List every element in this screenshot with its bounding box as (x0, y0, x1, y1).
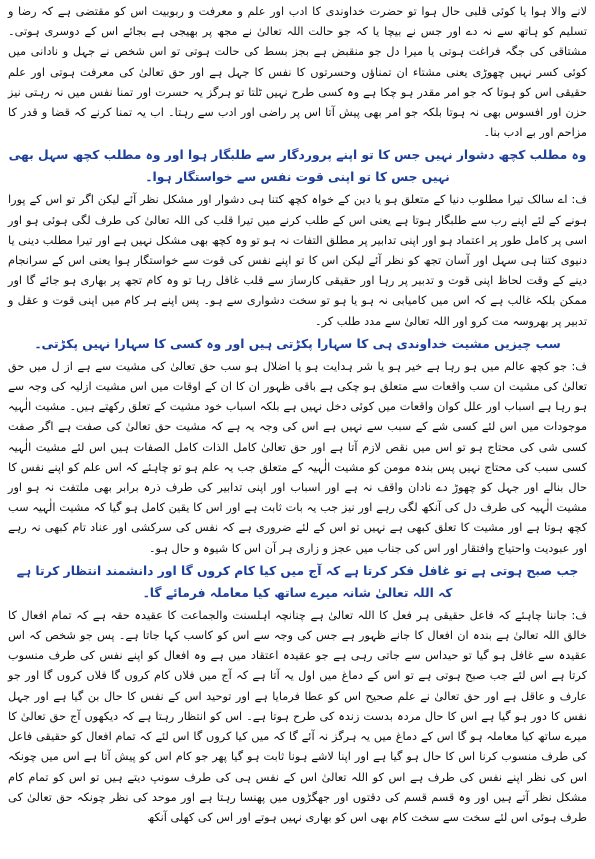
section-heading-3: جب صبح ہوتی ہے تو غافل فکر کرتا ہے کہ آج میں کیا کام کروں گا اور دانشمند انتظار کرتا ہے کہ اللہ تعالیٰ شانہ میرے ساتھ کیا معاملہ فرمائے گا۔ (16, 563, 579, 600)
section-heading-1: وہ مطلب کچھ دشوار نہیں جس کا تو اپنے پروردگار سے طلبگار ہوا اور وہ مطلب کچھ سہل بھی نہیں جس کا تو اپنی قوت نفس سے خواستگار ہوا۔ (8, 148, 587, 185)
paragraph-2: ف: اے سالک تیرا مطلوب دنیا کے متعلق ہو یا دین کے خواہ کچھ کتنا ہی دشوار اور مشکل نظر آئے لیکن اگر تو اس کے پورا ہونے کے لئے اپنے رب سے طلبگار ہوتا ہے یعنی اس کے طلب کرنے میں تیرا قلب کی اللہ تعالیٰ کی طرف لگی ہوئی ہو اور اسی پر کامل طور پر اعتماد ہو اور اپنی تدابیر پر مطلق التفات نہ ہو تو وہ کچھ بھی مشکل نہیں ہے اور تیرا مطلب دینی یا دنیوی کتنا ہی سہل اور آسان تجھ کو نظر آئے لیکن اس کا تو اپنے نفس کی قوت سے خواستگار ہوا یعنی اس کے سرانجام دینے کے وقت لحاظ اپنی قوت و تدبیر پر رہا اور حقیقی کارساز سے قلب غافل رہا تو وہ کام تجھ پر بھاری ہو جائے گا اور ممکن بلکہ غالب ہے کہ اس میں کامیابی نہ ہو یا ہو تو سخت دشواری سے ہو۔ پس اپنے ہر کام میں اپنی قوت و عقل و تدبیر پر بھروسہ مت کرو اور اللہ تعالیٰ سے مدد طلب کر۔ (8, 193, 587, 328)
paragraph-1: لانے والا ہوا یا کوئی قلبی حال ہوا تو حضرت خداوندی کا ادب اور علم و معرفت و ربوبیت اس کو مقتضی ہے کہ رضا و تسلیم کو ہاتھ سے نہ دے اور جس نے بیچا یا کہ جو حالت اللہ تعالیٰ نے مجھ پر بھیجی ہے بجائے اس کے دوسری ہوتی۔ مشتاقی کی جگہ فراغت ہوتی یا میرا دل جو منقبض ہے بجز بسط کی حالت ہوتی تو اس شخص نے جہل و نادانی میں کوئی کسر نہیں چھوڑی یعنی مشتاء ان تمناؤں وحسرتوں کا نفس کا جہل ہے اور حق تعالیٰ کی معرفت ہوتی اور علم حقیقی اس کو ہوتا کہ جو امر مقدر ہو چکا ہے وہ کسی طرح نہیں ٹلتا تو ہرگز یہ حسرت اور تمنا نفس میں نہ رہتی نیز حزن اور افسوس بھی نہ ہوتا بلکہ جو امر بھی پیش آتا اس پر راضی اور ادب سے رہتا۔ اب یہ تمنا کرنے کہ قضا و قدر کا مزاحم اور بے ادب بنا۔ (8, 5, 587, 140)
paragraph-3: ف: جو کچھ عالم میں ہو رہا ہے خیر ہو یا شر ہدایت ہو یا اضلال ہو سب حق تعالیٰ کی مشیت سے ہے از ل میں حق تعالیٰ کی مشیت ان سب واقعات سے متعلق ہو چکی ہے باقی ظہور ان کا ان کے اوقات میں اس مشیت ازلیہ کی وجہ سے ہو رہا ہے اسباب اور علل کوان واقعات میں کوئی دخل نہیں ہے بلکہ اسباب خود مشیت کے تعلق رکھتے ہیں۔ مشیت الٰہیہ موجودات میں اس لئے کسی شے کے سبب سے نہیں ہے اس کی وجہ یہ ہے کہ مشیت حق تعالیٰ کی صفت ہے اگر صفت کسی شی کی محتاج ہو تو اس میں نقص لازم آتا ہے اور حق تعالیٰ کامل الذات کامل الصفات ہیں اس لئے مشیت الٰہیہ کسی سبب کی محتاج نہیں پس بندہ مومن کو مشیت الٰہیہ کے متعلق جب یہ علم ہو تو چاہئے کہ اس علم کو اپنے نفس کا حال بنالے اور جہل کو چھوڑ دے نادان واقف نہ ہے اور اسباب اور اپنی تدابیر کی طرف ذرہ برابر بھی ملتفت نہ ہو اور مشیت الٰہیہ کی طرف دل کی آنکھ لگی رہے اور نیز جب یہ بات ثابت ہے اور اس کا یقین کامل ہو گیا کہ مشیت الٰہیہ سب کچھ ہوتا ہے اور مشیت کا تعلق کبھی ہے نہیں تو اس کے لئے ضروری ہے کہ نفس کی سرکشی اور عناد تام کبھی نہ رہے اور عبودیت واحتیاج وافتقار اور اس کی جناب میں عجز و زاری ہر آن اس کا شیوہ و حال ہو۔ (8, 359, 587, 555)
section-heading-2: سب چیزیں مشیت خداوندی ہی کا سہارا پکڑتی ہیں اور وہ کسی کا سہارا نہیں پکڑتی۔ (34, 336, 561, 351)
paragraph-4: ف: جاننا چاہئے کہ فاعل حقیقی ہر فعل کا اللہ تعالیٰ ہے چنانچہ اہلسنت والجماعت کا عقیدہ حقہ ہے کہ تمام افعال کا خالق اللہ تعالیٰ ہے بندہ ان افعال کا جانے ظہور ہے جس کی وجہ سے اس کو کاسب کہا جاتا ہے۔ پس جو شخص کہ اس عقیدہ سے غافل ہو گیا تو حیداس سے جاتی رہی ہے جو عقیدہ اعتقاد میں ہے وہ افعال کو اپنے نفس کی طرف منسوب کرتا ہے اس لئے جب صبح ہوتی ہے تو اس کے دماغ میں اول یہ آتا ہے کہ آج میں فلاں کام کروں گا فلاں کروں گا اور جو عارف و عاقل ہے اور حق تعالیٰ نے علم صحیح اس کو عطا فرمایا ہے اور توحید اس کے نفس کا حال بن گیا ہے اور جہل نفس کا دور ہو گیا ہے اس کا حال مردہ بدست زندہ کی طرح ہوتا ہے۔ اس کو انتظار رہتا ہے کہ دیکھوں آج حق تعالیٰ کا میرے ساتھ کیا معاملہ ہو گا اس کے دماغ میں یہ ہرگز نہ آئے گا کہ میں کیا کروں گا اس لئے کہ تمام افعال کو حقیقی فاعل کی طرف منسوب کرنا اس کا حال ہو گیا ہے اور اپنا لاشے ہونا ثابت ہو گیا پھر جو کام اس کو پیش آتا ہے اس میں چونکہ اس کی نظر اپنے نفس کی طرف ہے اس کو اللہ تعالیٰ اس کے نفس ہی کی طرف سونپ دیتے ہیں تو اس کو تمام کام مشکل نظر آتے ہیں اور وہ قسم قسم کی دقتوں اور جھگڑوں میں پھنسا رہتا ہے اور موحد کی نظر چونکہ حق تعالیٰ کی طرف ہوئی اس لئے سخت سے سخت کام بھی اس کو بھاری نہیں ہوتے اور اس کی کھلی آنکھ (8, 608, 587, 824)
